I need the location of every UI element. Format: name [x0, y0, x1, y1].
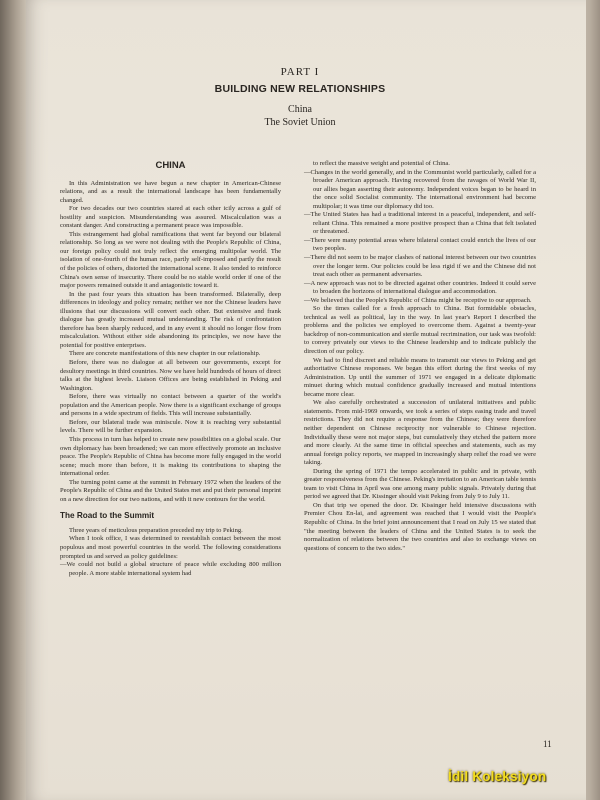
paragraph: So the times called for a fresh approach to China. But formidable obstacles, technical as well as political, lay in the way. In last year's Report I described the problems and the policies we employed to overcome them. Against a twenty-year backdrop of non-communication and sterile mutual recrimination, our task was twofold: to convey privately our views to the Chinese leadership and to indicate publicly the direction of our policy.	[304, 305, 536, 356]
paragraph: This process in turn has helped to create new possibilities on a global scale. Our own diplomacy has been broadened; we can more effectively promote an inclusive peace. The People's Republic of China has become more fully engaged in the world scene; much more than before, it is making its contributions to shaping the international order.	[60, 435, 281, 478]
paragraph: On that trip we opened the door. Dr. Kissinger held intensive discussions with Premier Chou En-lai, and agreement was reached that I would visit the People's Republic of China. In the brief joint announcement that I read on July 15 we stated that "the meeting between the leaders of China and the United States is to seek the normalization of relations between the two countries and also to exchange views on questions of concern to the two sides."	[304, 501, 536, 552]
subtitle-china: China	[288, 104, 312, 115]
bullet-paragraph: —There were many potential areas where bilateral contact could enrich the lives of our two peoples.	[304, 236, 536, 253]
section-title: BUILDING NEW RELATIONSHIPS	[214, 83, 386, 95]
right-column	[304, 160, 536, 553]
page-number: 11	[543, 739, 552, 749]
bullet-paragraph: —There did not seem to be major clashes of national interest between our two countries over the longer term. Our policies could be less rigid if we and the Chinese did not treat each other as permanent adversaries.	[304, 254, 536, 279]
paragraph: We had to find discreet and reliable means to transmit our views to Peking and get authoritative Chinese responses. We began this effort during the first weeks of my Administration. Up until the summer of 1971 we engaged in a delicate diplomatic minuet during which mutual confidence gradually increased and mutual intentions became more clear.	[304, 356, 536, 398]
part-label: PART I	[280, 66, 320, 78]
paragraph: During the spring of 1971 the tempo accelerated in public and in private, with greater responsiveness from the Chinese. Peking's invitation to an American table tennis team to visit China in April was one among many public signals. Privately during that period we agreed that Dr. Kissinger should visit Peking from July 9 to July 11.	[304, 467, 536, 501]
watermark: İdil Koleksiyon	[448, 769, 547, 784]
bullet-paragraph: —A new approach was not to be directed against other countries. Indeed it could serve to broaden the horizons of international dialogue and accommodation.	[304, 279, 536, 296]
paragraph: Before, there was virtually no contact between a quarter of the world's population and the American people. Now there is a significant exchange of groups and persons in a wide spectrum of fields. This will increase substantially.	[60, 393, 281, 418]
bullet-paragraph: —The United States has had a traditional interest in a peaceful, independent, and self-reliant China. This remained a more positive prospect than a China that felt isolated or threatened.	[304, 211, 536, 236]
bullet-paragraph: —We could not build a global structure of peace while excluding 800 million people. A more stable international system had	[60, 561, 281, 577]
road-to-summit-heading: The Road to the Summit	[60, 511, 155, 521]
paragraph: There are concrete manifestations of this new chapter in our relationship.	[69, 350, 261, 358]
bullet-paragraph: —Changes in the world generally, and in the Communist world particularly, called for a broader American approach. Having recovered from the ravages of World War II, our allies began asserting their autonomy. Independent voices began to be heard in the once solid Socialist community. The international environment had become multipolar; it was time our diplomacy did too.	[304, 168, 536, 210]
bullet-paragraph: —We believed that the People's Republic of China might be receptive to our approach.	[304, 296, 532, 304]
paragraph: When I took office, I was determined to reestablish contact between the most populous and most powerful countries in the world. The following considerations prompted us and served as policy guidelines:	[60, 535, 281, 560]
paragraph: Before, our bilateral trade was miniscule. Now it is reaching very substantial levels. There will be further expansion.	[60, 418, 281, 435]
left-column	[60, 160, 281, 578]
paragraph: Before, there was no dialogue at all between our governments, except for desultory meetings in third countries. Now we have held hundreds of hours of direct talks at the highest levels. Liaison Offices are being established in Peking and Washington.	[60, 359, 281, 392]
paragraph: For two decades our two countries stared at each other icily across a gulf of hostility and suspicion. Misunderstanding was assured. Miscalculation was a constant danger. And constructing a permanent peace was impossible.	[60, 205, 281, 230]
china-heading: CHINA	[155, 160, 186, 171]
subtitle-soviet-union: The Soviet Union	[264, 117, 336, 128]
paragraph: In this Administration we have begun a new chapter in American-Chinese relations, and as a result the international landscape has been fundamentally changed.	[60, 179, 281, 204]
paragraph: This estrangement had global ramifications that went far beyond our bilateral relationship. So long as we were not dealing with the People's Republic of China, our foreign policy could not truly reflect the emerging multipolar world. The isolation of one-fourth of the human race, partly self-imposed and partly the result of the policies of others, distorted the international scene. It also tended to reinforce China's own sense of insecurity. There could be no stable world order if one of the major powers remained outside it and antagonistic toward it.	[60, 230, 281, 290]
paragraph: Three years of meticulous preparation preceded my trip to Peking.	[69, 526, 243, 534]
paragraph: In the past four years this situation has been transformed. Bilaterally, deep differences in ideology and policy remain; neither we nor the Chinese leaders have illusions that our discussions will convert each other. But extensive and frank dialogue has greatly increased mutual understanding. The risk of confrontation therefore has been sharply reduced, and in any event it should no longer flow from miscalculation. Without either side abandoning its principles, we now have the potential for positive enterprises.	[60, 290, 281, 349]
paragraph: The turning point came at the summit in February 1972 when the leaders of the People's Republic of China and the United States met and put their personal imprint on a new direction for our two nations, and with it new contours for the world.	[60, 478, 281, 503]
paragraph: to reflect the massive weight and potential of China.	[313, 160, 450, 167]
paragraph: We also carefully orchestrated a succession of unilateral initiatives and public statements. From mid-1969 onwards, we took a series of steps easing trade and travel restrictions. They did not require a response from the Chinese; they were therefore neither dependent on Chinese reciprocity nor vulnerable to Chinese rejection. Individually these were not major steps, but cumulatively they etched the pattern more and more clearly. At the same time in official speeches and statements, such as my annual foreign policy reports, we mapped in increasingly sharp relief the road we were taking.	[304, 399, 536, 467]
